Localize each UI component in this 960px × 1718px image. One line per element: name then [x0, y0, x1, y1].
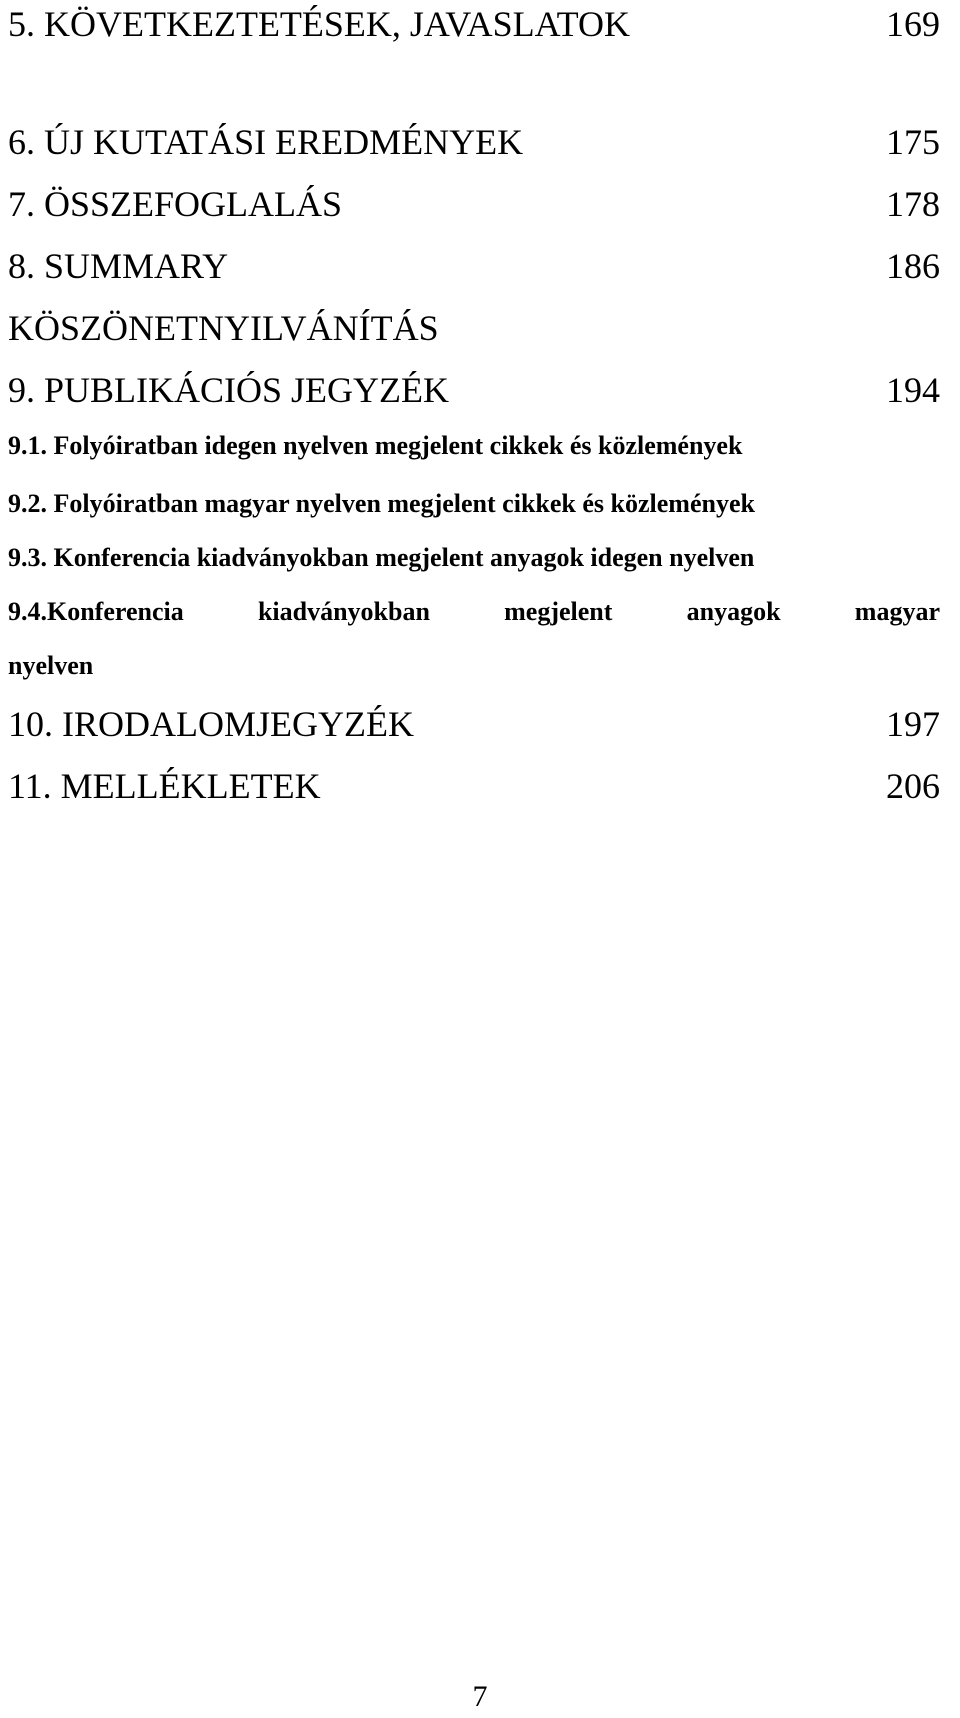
toc-entry-page: 186 — [886, 246, 940, 286]
toc-entry-title: 6. ÚJ KUTATÁSI EREDMÉNYEK — [8, 122, 524, 162]
toc-entry-title: KÖSZÖNETNYILVÁNÍTÁS — [8, 308, 439, 348]
toc-entry-section-9-4 — [8, 596, 940, 628]
toc-entry-title: 5. KÖVETKEZTETÉSEK, JAVASLATOK — [8, 4, 631, 44]
toc-entry-title: 9. PUBLIKÁCIÓS JEGYZÉK — [8, 370, 449, 410]
toc-entry-title: 8. SUMMARY — [8, 246, 229, 286]
toc-word: megjelent — [504, 597, 613, 626]
toc-entry-page: 206 — [886, 766, 940, 806]
toc-word: magyar — [854, 597, 940, 626]
toc-word: 9.4.Konferencia — [8, 597, 184, 626]
toc-entry-page: 175 — [886, 122, 940, 162]
toc-entry-page: 197 — [886, 704, 940, 744]
toc-entry-section-9-4-continuation: nyelven — [8, 651, 94, 680]
toc-entry-title: 7. ÖSSZEFOGLALÁS — [8, 184, 343, 224]
toc-entry-page: 169 — [886, 4, 940, 44]
toc-entry-section-9-1: 9.1. Folyóiratban idegen nyelven megjelent cikkek és közlemények — [8, 431, 743, 460]
toc-entry-page: 194 — [886, 370, 940, 410]
toc-entry-title: 11. MELLÉKLETEK — [8, 766, 321, 806]
toc-entry-section-9-3: 9.3. Konferencia kiadványokban megjelent anyagok idegen nyelven — [8, 543, 755, 572]
page-number: 7 — [472, 1680, 488, 1713]
toc-word: anyagok — [686, 597, 781, 626]
toc-entry-page: 178 — [886, 184, 940, 224]
toc-entry-section-9-2: 9.2. Folyóiratban magyar nyelven megjelent cikkek és közlemények — [8, 489, 755, 518]
toc-word: kiadványokban — [257, 597, 430, 626]
toc-entry-title: 10. IRODALOMJEGYZÉK — [8, 704, 414, 744]
